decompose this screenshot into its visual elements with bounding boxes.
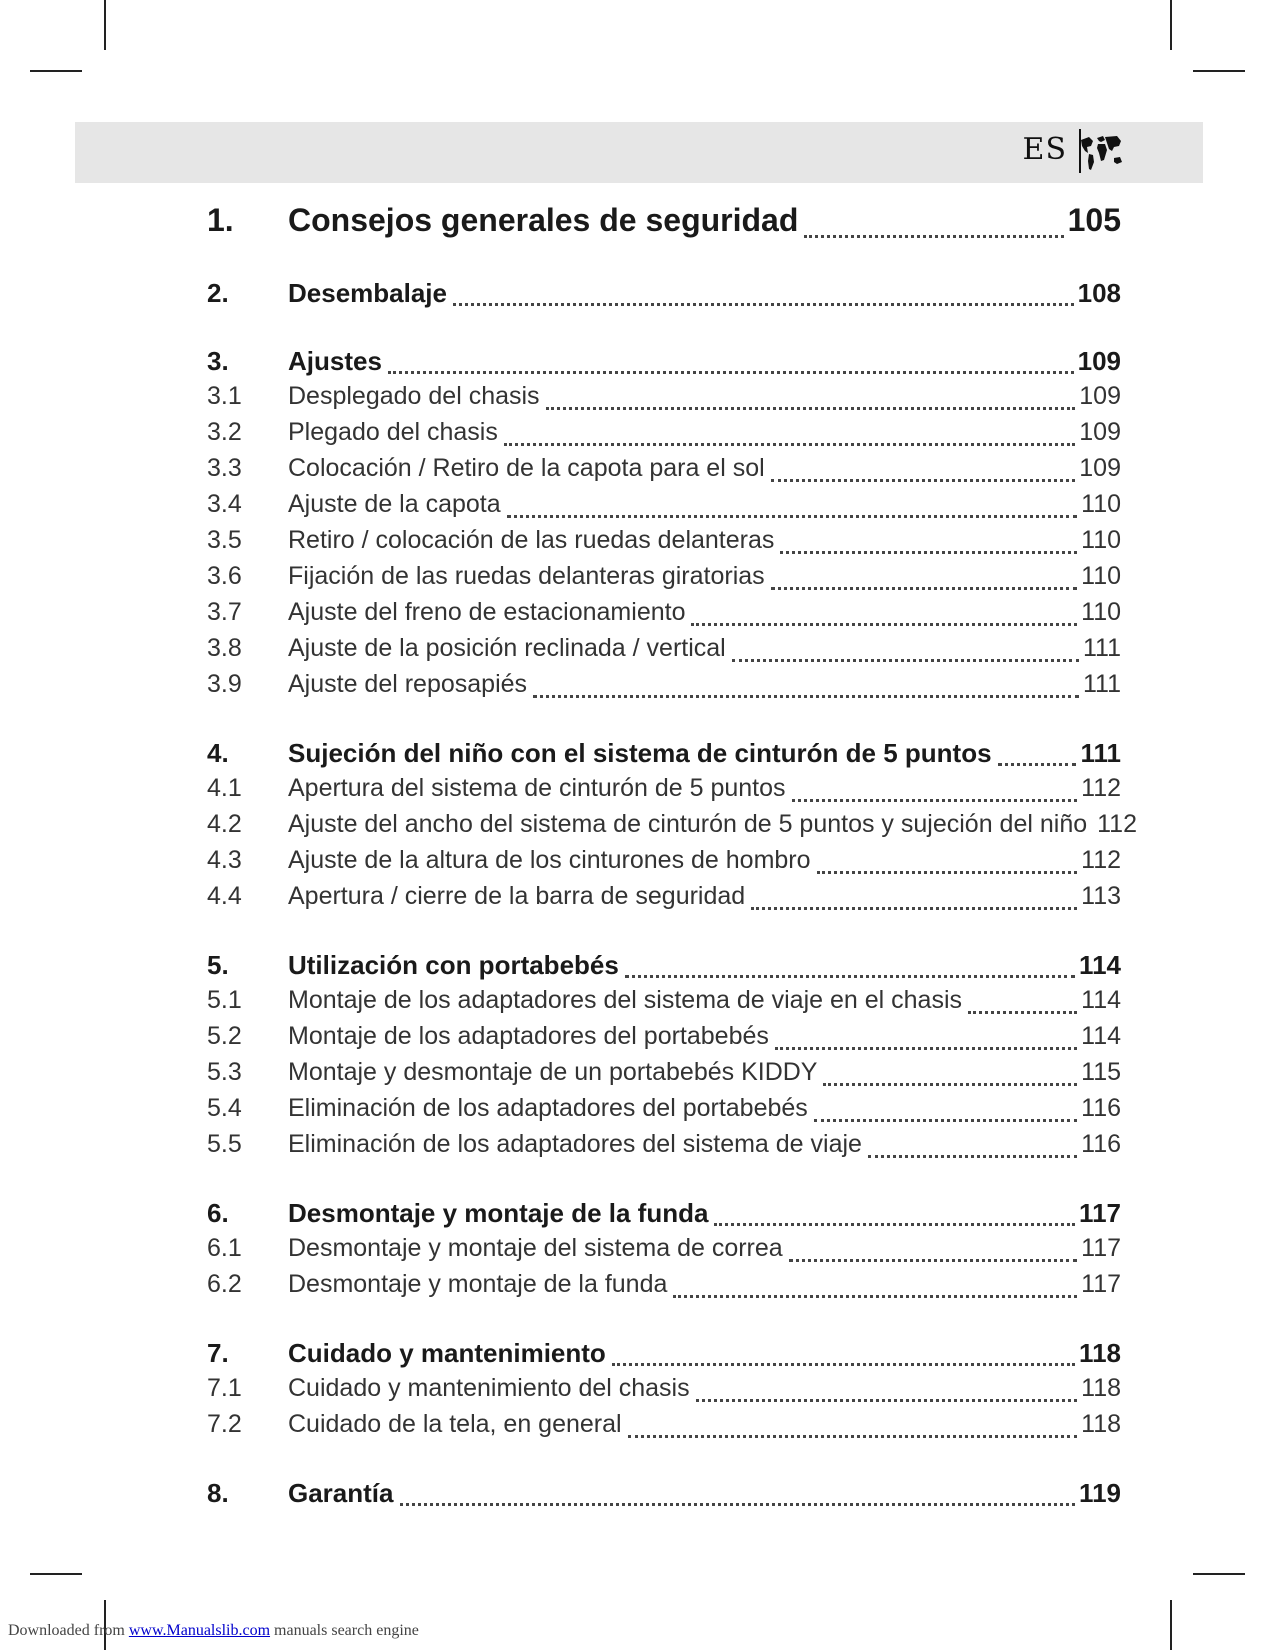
- dot-leader: [968, 1011, 1077, 1014]
- toc-page-number: 113: [1081, 882, 1121, 910]
- toc-page-number: 115: [1081, 1058, 1121, 1086]
- toc-title: Desmontaje y montaje de la funda: [288, 1198, 709, 1228]
- toc-number: 7.2: [207, 1410, 242, 1438]
- toc-title: Ajuste del ancho del sistema de cinturón de 5 puntos y sujeción del niño: [288, 810, 1088, 838]
- toc-number: 6.2: [207, 1270, 242, 1298]
- toc-title: Colocación / Retiro de la capota para el sol: [288, 454, 765, 482]
- toc-entry[interactable]: [207, 598, 1121, 634]
- toc-entry[interactable]: [207, 1130, 1121, 1166]
- toc-page-number: 112: [1097, 810, 1137, 838]
- toc-number: 4.1: [207, 774, 242, 802]
- toc-title: Desplegado del chasis: [288, 382, 540, 410]
- toc-title: Ajuste del reposapiés: [288, 670, 528, 698]
- crop-mark: [30, 70, 82, 72]
- dot-leader: [804, 235, 1063, 238]
- toc-title: Montaje de los adaptadores del sistema de viaje en el chasis: [288, 986, 963, 1014]
- toc-entry[interactable]: [207, 774, 1121, 810]
- dot-leader: [771, 479, 1076, 482]
- dot-leader: [400, 1503, 1076, 1506]
- toc-page-number: 108: [1077, 278, 1121, 308]
- toc-number: 3.6: [207, 562, 242, 590]
- dot-leader: [789, 1259, 1077, 1262]
- toc-title: Apertura / cierre de la barra de seguridad: [288, 882, 746, 910]
- toc-page-number: 114: [1079, 950, 1121, 980]
- toc-entry[interactable]: [207, 1234, 1121, 1270]
- toc-number: 3.4: [207, 490, 242, 518]
- toc-number: 3.: [207, 346, 229, 376]
- toc-page-number: 117: [1081, 1270, 1121, 1298]
- toc-title: Desmontaje y montaje del sistema de correa: [288, 1234, 783, 1262]
- toc-title: Ajuste de la altura de los cinturones de hombro: [288, 846, 811, 874]
- toc-entry[interactable]: [207, 382, 1121, 418]
- toc-title: Retiro / colocación de las ruedas delanteras: [288, 526, 775, 554]
- toc-number: 5.: [207, 950, 229, 980]
- toc-title: Ajuste de la capota: [288, 490, 501, 518]
- dot-leader: [817, 871, 1078, 874]
- toc-page-number: 112: [1081, 846, 1121, 874]
- toc-title: Montaje de los adaptadores del portabebés: [288, 1022, 769, 1050]
- toc-number: 5.5: [207, 1130, 242, 1158]
- toc-number: 5.2: [207, 1022, 242, 1050]
- toc-number: 6.: [207, 1198, 229, 1228]
- toc-page-number: 110: [1081, 562, 1121, 590]
- toc-entry[interactable]: [207, 1270, 1121, 1306]
- crop-mark: [1170, 1600, 1172, 1650]
- toc-title: Cuidado de la tela, en general: [288, 1410, 622, 1438]
- toc-title: Consejos generales de seguridad: [288, 202, 799, 238]
- toc-page-number: 117: [1079, 1198, 1121, 1228]
- crop-mark: [30, 1573, 82, 1575]
- dot-leader: [714, 1223, 1075, 1226]
- toc-page-number: 110: [1081, 598, 1121, 626]
- toc-title: Ajustes: [288, 346, 382, 376]
- toc-page-number: 111: [1082, 670, 1121, 698]
- toc-number: 3.7: [207, 598, 242, 626]
- toc-page-number: 114: [1081, 986, 1121, 1014]
- toc-title: Garantía: [288, 1478, 394, 1508]
- toc-page-number: 118: [1081, 1410, 1121, 1438]
- dot-leader: [792, 799, 1078, 802]
- toc-title: Plegado del chasis: [288, 418, 498, 446]
- toc-title: Utilización con portabebés: [288, 950, 619, 980]
- toc-entry[interactable]: [207, 1374, 1121, 1410]
- toc-number: 4.3: [207, 846, 242, 874]
- toc-entry[interactable]: [207, 670, 1121, 706]
- toc-page-number: 110: [1081, 526, 1121, 554]
- dot-leader: [823, 1083, 1077, 1086]
- dot-leader: [732, 659, 1079, 662]
- dot-leader: [504, 443, 1075, 446]
- dot-leader: [868, 1155, 1077, 1158]
- dot-leader: [775, 1047, 1077, 1050]
- toc-number: 3.2: [207, 418, 242, 446]
- toc-number: 7.1: [207, 1374, 242, 1402]
- toc-entry[interactable]: [207, 526, 1121, 562]
- dot-leader: [814, 1119, 1077, 1122]
- toc-number: 4.: [207, 738, 229, 768]
- toc-title: Cuidado y mantenimiento del chasis: [288, 1374, 690, 1402]
- manualslib-link[interactable]: www.Manualslib.com: [128, 1622, 271, 1639]
- toc-title: Ajuste de la posición reclinada / vertical: [288, 634, 726, 662]
- toc-title: Eliminación de los adaptadores del portabebés: [288, 1094, 808, 1122]
- toc-number: 3.3: [207, 454, 242, 482]
- toc-entry[interactable]: [207, 346, 1121, 382]
- toc-entry[interactable]: [207, 562, 1121, 598]
- toc-entry[interactable]: [207, 634, 1121, 670]
- dot-leader: [507, 515, 1077, 518]
- toc-entry[interactable]: [207, 418, 1121, 454]
- toc-entry[interactable]: [207, 1058, 1121, 1094]
- dot-leader: [998, 763, 1077, 766]
- dot-leader: [546, 407, 1076, 410]
- toc-entry[interactable]: [207, 1094, 1121, 1130]
- toc-page-number: 110: [1081, 490, 1121, 518]
- crop-mark: [1170, 0, 1172, 50]
- crop-mark: [1193, 1573, 1245, 1575]
- toc-number: 6.1: [207, 1234, 242, 1262]
- toc-entry[interactable]: [207, 1410, 1121, 1446]
- toc-entry[interactable]: [207, 846, 1121, 882]
- toc-title: Desmontaje y montaje de la funda: [288, 1270, 668, 1298]
- footer-prefix: Downloaded from: [8, 1622, 129, 1639]
- toc-page-number: 111: [1082, 634, 1121, 662]
- toc-number: 8.: [207, 1478, 229, 1508]
- world-map-icon: [1079, 132, 1123, 172]
- toc-entry[interactable]: [207, 454, 1121, 490]
- toc-title: Desembalaje: [288, 278, 447, 308]
- toc-title: Fijación de las ruedas delanteras giratorias: [288, 562, 765, 590]
- toc-entry[interactable]: [207, 882, 1121, 918]
- dot-leader: [612, 1363, 1075, 1366]
- toc-number: 5.4: [207, 1094, 242, 1122]
- toc-title: Montaje y desmontaje de un portabebés KIDDY: [288, 1058, 818, 1086]
- dot-leader: [453, 303, 1074, 306]
- toc-entry[interactable]: [207, 810, 1137, 846]
- crop-mark: [104, 0, 106, 50]
- toc-page-number: 116: [1081, 1094, 1121, 1122]
- toc-number: 3.5: [207, 526, 242, 554]
- toc-page-number: 119: [1079, 1478, 1121, 1508]
- toc-page-number: 109: [1079, 418, 1121, 446]
- dot-leader: [673, 1295, 1077, 1298]
- toc-entry[interactable]: [207, 986, 1121, 1022]
- dot-leader: [625, 975, 1075, 978]
- dot-leader: [533, 695, 1079, 698]
- toc-title: Sujeción del niño con el sistema de cinturón de 5 puntos: [288, 738, 992, 768]
- toc-number: 3.1: [207, 382, 242, 410]
- dot-leader: [751, 907, 1077, 910]
- toc-entry[interactable]: [207, 490, 1121, 526]
- toc-page-number: 117: [1081, 1234, 1121, 1262]
- toc-page-number: 105: [1067, 202, 1121, 238]
- dot-leader: [771, 587, 1077, 590]
- toc-number: 3.9: [207, 670, 242, 698]
- toc-entry[interactable]: [207, 1022, 1121, 1058]
- toc-page-number: 111: [1080, 738, 1121, 768]
- toc-entry[interactable]: [207, 950, 1121, 986]
- toc-page-number: 116: [1081, 1130, 1121, 1158]
- dot-leader: [696, 1399, 1078, 1402]
- toc-title: Apertura del sistema de cinturón de 5 puntos: [288, 774, 786, 802]
- toc-number: 7.: [207, 1338, 229, 1368]
- toc-entry[interactable]: [207, 738, 1121, 774]
- language-code: ES: [1022, 132, 1067, 167]
- toc-page-number: 118: [1079, 1338, 1121, 1368]
- toc-entry[interactable]: [207, 278, 1121, 314]
- toc-page-number: 114: [1081, 1022, 1121, 1050]
- dot-leader: [388, 371, 1074, 374]
- toc-entry[interactable]: [207, 202, 1121, 246]
- toc-page-number: 118: [1081, 1374, 1121, 1402]
- footer-suffix: manuals search engine: [270, 1622, 419, 1639]
- dot-leader: [628, 1435, 1078, 1438]
- toc-page-number: 109: [1077, 346, 1121, 376]
- toc-title: Eliminación de los adaptadores del sistema de viaje: [288, 1130, 862, 1158]
- toc-number: 4.4: [207, 882, 242, 910]
- toc-number: 5.3: [207, 1058, 242, 1086]
- toc-title: Cuidado y mantenimiento: [288, 1338, 606, 1368]
- toc-number: 1.: [207, 202, 234, 238]
- toc-number: 2.: [207, 278, 229, 308]
- toc-number: 5.1: [207, 986, 242, 1014]
- crop-mark: [1193, 70, 1245, 72]
- toc-title: Ajuste del freno de estacionamiento: [288, 598, 686, 626]
- language-header: [75, 122, 1203, 183]
- toc-entry[interactable]: [207, 1478, 1121, 1514]
- toc-number: 4.2: [207, 810, 242, 838]
- toc-number: 3.8: [207, 634, 242, 662]
- toc-entry[interactable]: [207, 1338, 1121, 1374]
- toc-page-number: 109: [1079, 382, 1121, 410]
- dot-leader: [780, 551, 1077, 554]
- download-footer: [8, 1622, 419, 1640]
- toc-page-number: 112: [1081, 774, 1121, 802]
- toc-page-number: 109: [1079, 454, 1121, 482]
- toc-entry[interactable]: [207, 1198, 1121, 1234]
- dot-leader: [691, 623, 1077, 626]
